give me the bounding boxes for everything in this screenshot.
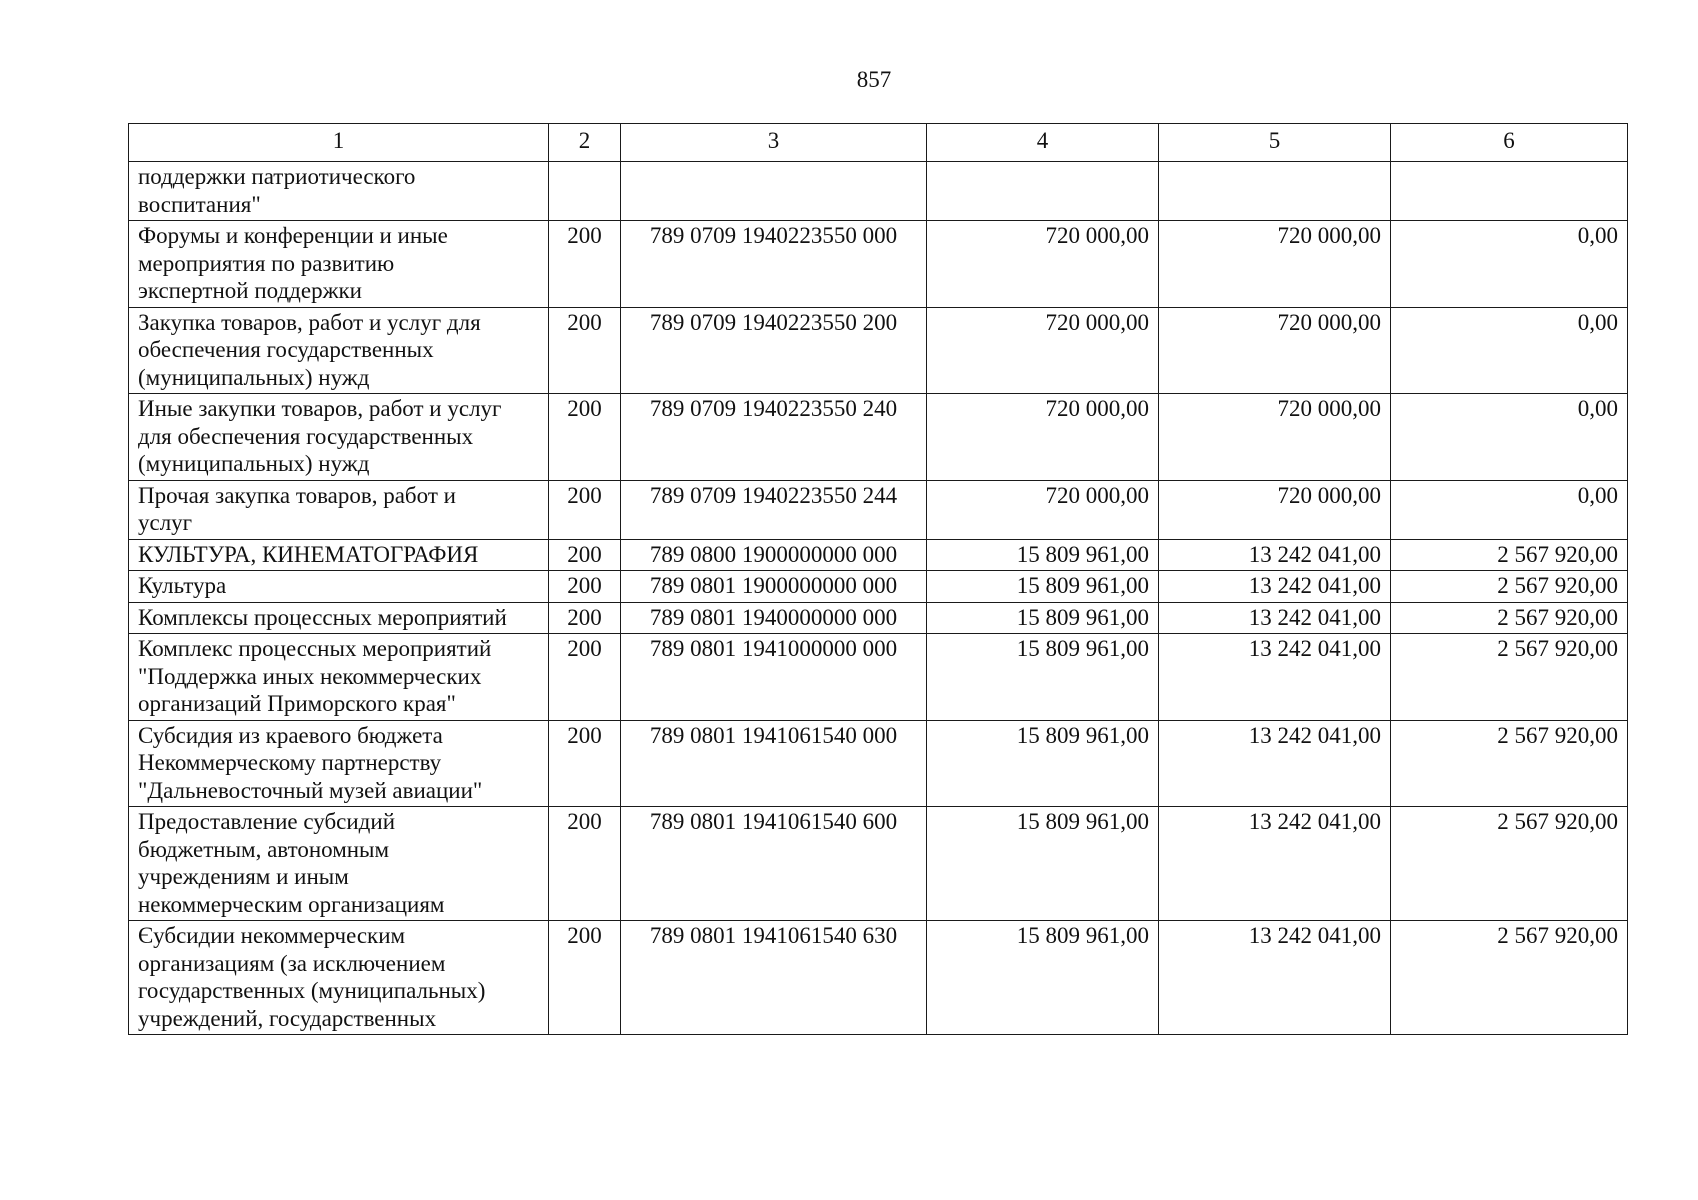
table-row (129, 571, 1628, 603)
row-name-line: Прочая закупка товаров, работ и (138, 482, 456, 508)
row-name-line: Иные закупки товаров, работ и услуг (138, 396, 502, 421)
header-row (129, 124, 1628, 162)
approved-amount-cell: 720 000,00 (927, 394, 1159, 481)
row-name-line: "Поддержка иных некоммерческих (138, 663, 482, 689)
classification-code-cell: 789 0709 1940223550 000 (621, 221, 927, 308)
page-number: 857 (856, 67, 892, 92)
classification-code-cell: 789 0801 1941061540 000 (621, 720, 927, 807)
row-name-line: бюджетным, автономным (138, 836, 390, 862)
row-name-line: "Дальневосточный музей авиации" (138, 777, 483, 803)
row-name-line: (муниципальных) нужд (138, 451, 370, 476)
row-name-cell (129, 480, 549, 539)
executed-amount-cell: 720 000,00 (1159, 221, 1391, 308)
approved-amount-cell: 15 809 961,00 (927, 921, 1159, 1035)
approved-amount-cell: 720 000,00 (927, 480, 1159, 539)
executed-amount-cell: 13 242 041,00 (1159, 634, 1391, 721)
remaining-amount-cell: 2 567 920,00 (1391, 539, 1628, 571)
classification-code-cell: 789 0709 1940223550 240 (621, 394, 927, 481)
row-name-line: организаций Приморского края" (138, 691, 456, 716)
admin-code-cell: 200 (549, 221, 621, 308)
classification-code-cell: 789 0801 1941061540 630 (621, 921, 927, 1035)
remaining-amount-cell: 0,00 (1391, 480, 1628, 539)
row-name-cell (129, 162, 549, 221)
row-name-line: организациям (за исключением (138, 950, 446, 976)
classification-code-cell: 789 0801 1941000000 000 (621, 634, 927, 721)
remaining-amount-cell: 0,00 (1391, 307, 1628, 394)
admin-code-cell: 200 (549, 539, 621, 571)
table-row (129, 394, 1628, 481)
executed-amount-cell: 13 242 041,00 (1159, 539, 1391, 571)
admin-code-cell: 200 (549, 394, 621, 481)
admin-code-cell: 200 (549, 571, 621, 603)
row-name-cell (129, 720, 549, 807)
table-row (129, 539, 1628, 571)
table-body (129, 162, 1628, 1035)
approved-amount-cell: 15 809 961,00 (927, 807, 1159, 921)
table-row (129, 720, 1628, 807)
table-row (129, 921, 1628, 1035)
executed-amount-cell: 13 242 041,00 (1159, 720, 1391, 807)
row-name-cell (129, 921, 549, 1035)
admin-code-cell: 200 (549, 720, 621, 807)
row-name-line: Закупка товаров, работ и услуг для (138, 309, 481, 335)
table-row (129, 307, 1628, 394)
row-name-line: Некоммерческому партнерству (138, 750, 442, 775)
approved-amount-cell: 720 000,00 (927, 221, 1159, 308)
admin-code-cell: 200 (549, 307, 621, 394)
row-name-line: Культура (138, 573, 227, 598)
row-name-cell (129, 602, 549, 634)
classification-code-cell: 789 0709 1940223550 200 (621, 307, 927, 394)
table-row (129, 807, 1628, 921)
row-name-line: Форумы и конференции и иные (138, 223, 448, 248)
column-header-3: 3 (621, 124, 927, 162)
remaining-amount-cell: 2 567 920,00 (1391, 921, 1628, 1035)
row-name-cell (129, 307, 549, 394)
admin-code-cell: 200 (549, 480, 621, 539)
classification-code-cell: 789 0800 1900000000 000 (621, 539, 927, 571)
table-row (129, 634, 1628, 721)
column-header-5: 5 (1159, 124, 1391, 162)
row-name-cell (129, 221, 549, 308)
admin-code-cell: 200 (549, 921, 621, 1035)
executed-amount-cell: 720 000,00 (1159, 394, 1391, 481)
row-name-line: услуг (138, 510, 193, 535)
row-name-line: для обеспечения государственных (138, 423, 474, 449)
table-row (129, 480, 1628, 539)
remaining-amount-cell: 0,00 (1391, 221, 1628, 308)
row-name-line: экспертной поддержки (138, 278, 362, 303)
approved-amount-cell: 15 809 961,00 (927, 634, 1159, 721)
table-row (129, 162, 1628, 221)
executed-amount-cell (1159, 162, 1391, 221)
row-name-cell (129, 394, 549, 481)
row-name-line: Комплексы процессных мероприятий (138, 604, 507, 630)
approved-amount-cell: 15 809 961,00 (927, 720, 1159, 807)
table-row (129, 221, 1628, 308)
remaining-amount-cell: 2 567 920,00 (1391, 807, 1628, 921)
table-row (129, 602, 1628, 634)
row-name-line: некоммерческим организациям (138, 891, 445, 917)
approved-amount-cell: 15 809 961,00 (927, 539, 1159, 571)
approved-amount-cell: 15 809 961,00 (927, 571, 1159, 603)
row-name-cell (129, 807, 549, 921)
row-name-line: обеспечения государственных (138, 337, 434, 362)
executed-amount-cell: 720 000,00 (1159, 480, 1391, 539)
column-header-2: 2 (549, 124, 621, 162)
executed-amount-cell: 13 242 041,00 (1159, 602, 1391, 634)
row-name-line: Субсидия из краевого бюджета (138, 722, 443, 748)
admin-code-cell: 200 (549, 634, 621, 721)
row-name-line: мероприятия по развитию (138, 250, 395, 276)
remaining-amount-cell: 2 567 920,00 (1391, 602, 1628, 634)
remaining-amount-cell: 0,00 (1391, 394, 1628, 481)
executed-amount-cell: 13 242 041,00 (1159, 921, 1391, 1035)
classification-code-cell: 789 0709 1940223550 244 (621, 480, 927, 539)
column-header-1: 1 (129, 124, 549, 162)
classification-code-cell (621, 162, 927, 221)
remaining-amount-cell: 2 567 920,00 (1391, 634, 1628, 721)
row-name-cell (129, 539, 549, 571)
column-header-4: 4 (927, 124, 1159, 162)
executed-amount-cell: 13 242 041,00 (1159, 807, 1391, 921)
row-name-line: учреждениям и иным (138, 864, 349, 889)
admin-code-cell (549, 162, 621, 221)
classification-code-cell: 789 0801 1940000000 000 (621, 602, 927, 634)
row-name-cell (129, 634, 549, 721)
classification-code-cell: 789 0801 1900000000 000 (621, 571, 927, 603)
column-header-6: 6 (1391, 124, 1628, 162)
row-name-line: Єубсидии некоммерческим (138, 923, 406, 948)
classification-code-cell: 789 0801 1941061540 600 (621, 807, 927, 921)
budget-table (128, 123, 1628, 1035)
approved-amount-cell: 15 809 961,00 (927, 602, 1159, 634)
row-name-line: (муниципальных) нужд (138, 364, 370, 390)
executed-amount-cell: 720 000,00 (1159, 307, 1391, 394)
approved-amount-cell (927, 162, 1159, 221)
row-name-line: учреждений, государственных (138, 1005, 437, 1031)
admin-code-cell: 200 (549, 807, 621, 921)
row-name-line: Комплекс процессных мероприятий (138, 636, 492, 661)
remaining-amount-cell: 2 567 920,00 (1391, 720, 1628, 807)
admin-code-cell: 200 (549, 602, 621, 634)
remaining-amount-cell (1391, 162, 1628, 221)
row-name-line: воспитания" (138, 191, 261, 217)
approved-amount-cell: 720 000,00 (927, 307, 1159, 394)
executed-amount-cell: 13 242 041,00 (1159, 571, 1391, 603)
row-name-line: Предоставление субсидий (138, 809, 395, 834)
row-name-line: государственных (муниципальных) (138, 978, 486, 1003)
remaining-amount-cell: 2 567 920,00 (1391, 571, 1628, 603)
row-name-line: КУЛЬТУРА, КИНЕМАТОГРАФИЯ (138, 541, 479, 567)
row-name-line: поддержки патриотического (138, 164, 416, 189)
row-name-cell (129, 571, 549, 603)
